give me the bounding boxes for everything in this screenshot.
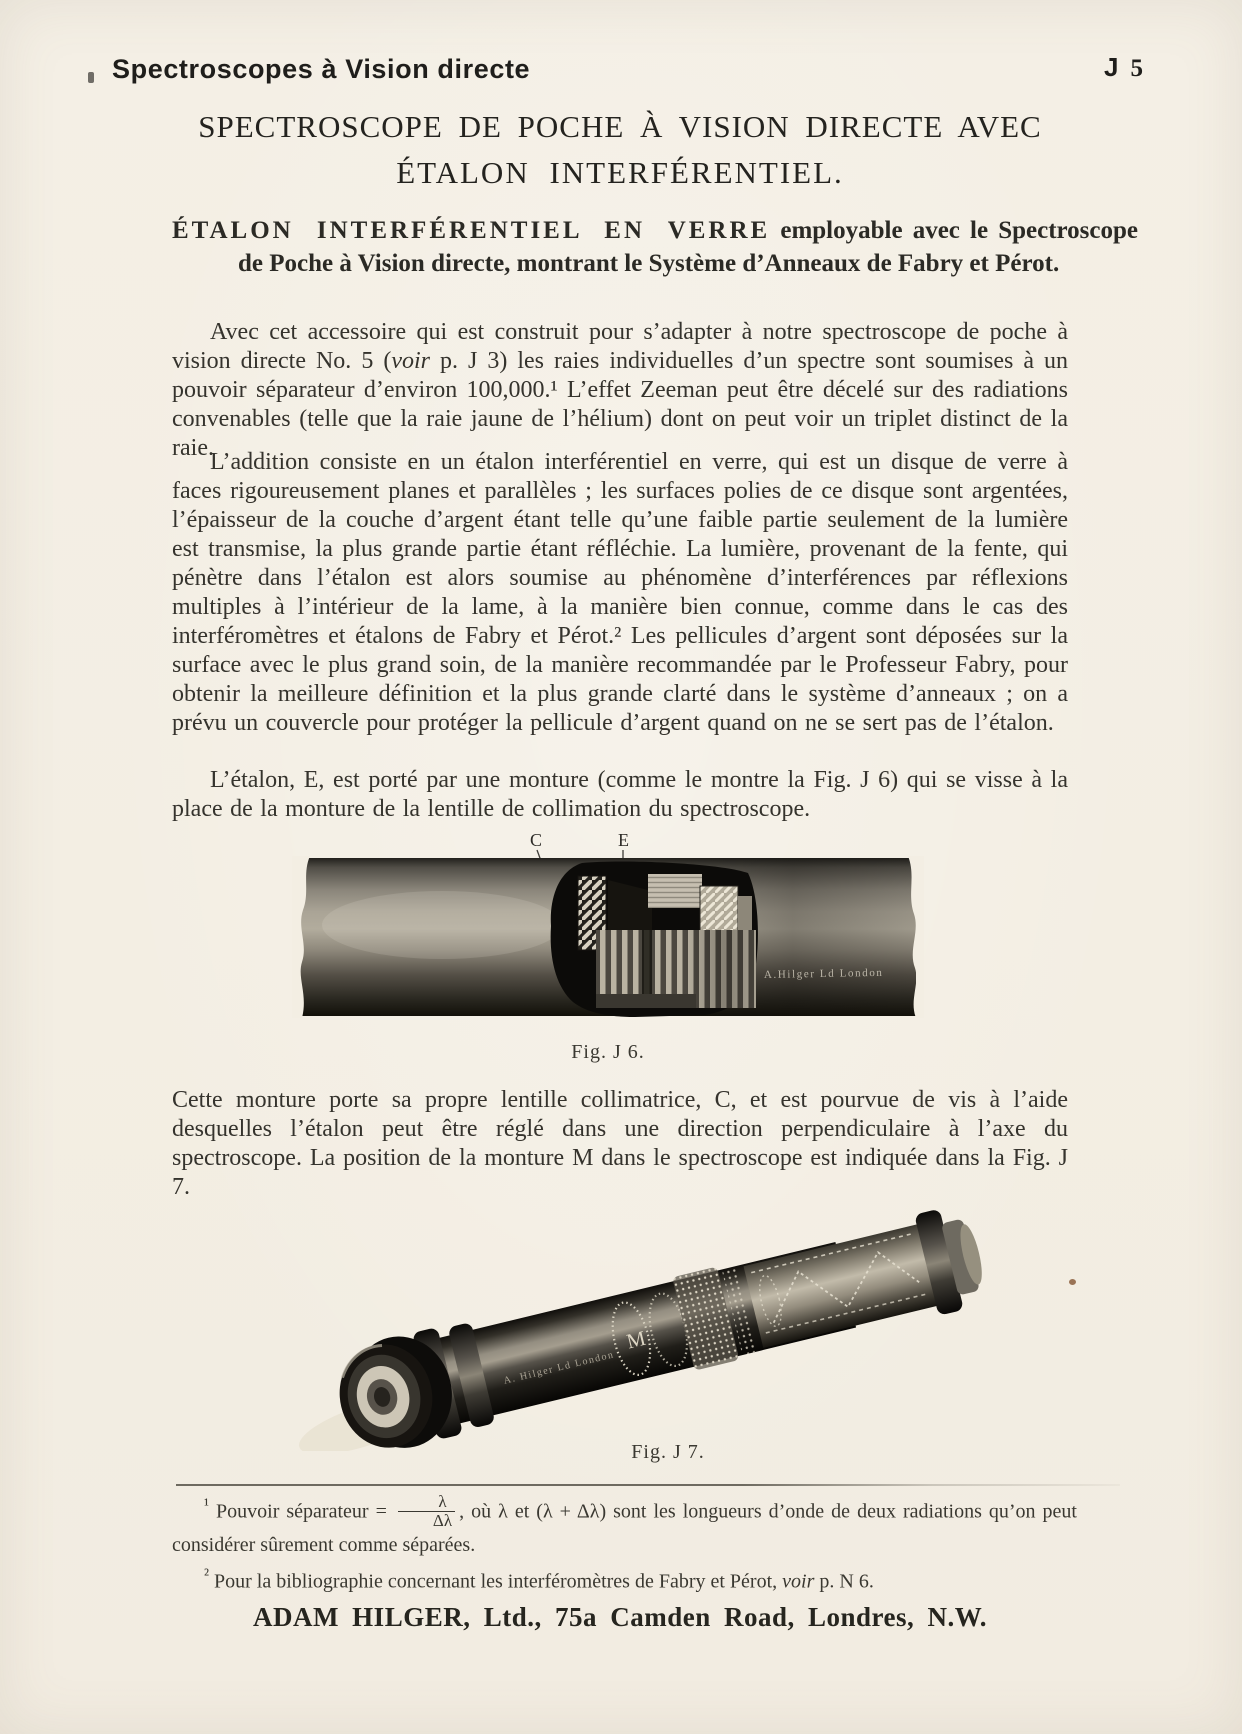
paragraph-1-voir-italic: voir — [391, 348, 430, 374]
figure-j6-engraving: A.Hilger Ld London — [763, 966, 884, 981]
figure-j6-cutaway-opening — [551, 861, 758, 1017]
footnote-2-text-after: p. N 6. — [814, 1570, 874, 1593]
figure-j6-label-c: C — [530, 830, 543, 850]
footnote-1 — [172, 1492, 1077, 1558]
figure-j7-spectroscope-illustration — [278, 1183, 1058, 1451]
figure-j6-label-e: E — [618, 830, 629, 850]
paragraph-3: L’étalon, E, est porté par une monture (comme le montre la Fig. J 6) qui se visse à la place de la monture de la lentille de collimation du spectroscope. — [172, 767, 1068, 822]
paragraph-1 — [172, 318, 1068, 463]
footnote-1-fraction — [398, 1493, 455, 1530]
footnote-2 — [172, 1562, 1077, 1595]
page-digit: 5 — [1130, 55, 1143, 82]
footnote-2-voir-italic: voir — [782, 1570, 815, 1593]
running-header: Spectroscopes à Vision directe — [112, 54, 531, 84]
figure-j6-threaded-barrel — [596, 930, 756, 1008]
page-section-letter: J — [1104, 52, 1119, 82]
footnote-2-marker: ² — [204, 1564, 209, 1584]
figure-j7-label-m: M — [624, 1325, 649, 1354]
footnote-2-text-before: Pour la bibliographie concernant les interféromètres de Fabry et Pérot, — [209, 1570, 783, 1593]
page-title — [172, 104, 1068, 196]
footnote-1-marker: ¹ — [204, 1495, 209, 1514]
subtitle-rest: employable avec le Spectroscope de Poche à Vision directe, montrant le Système d’Anneaux de Fabry et Pérot. — [238, 217, 1139, 277]
figure-j6-caption: Fig. J 6. — [571, 1041, 645, 1063]
paper-speck-left-margin — [88, 72, 94, 83]
figure-j7-engraving: A. Hilger Ld London — [502, 1349, 616, 1387]
title-line-1: SPECTROSCOPE DE POCHE À VISION DIRECTE AVEC — [198, 109, 1042, 144]
fraction-numerator: λ — [438, 1491, 447, 1511]
paragraph-1-text-b: p. J 3) les raies individuelles d’un spectre sont soumises à un pouvoir séparateur d’environ 100,000.¹ L’effet Zeeman peut être décelé sur des radiations convenables (telle que la raie jaune de l’hélium) dont on peut voir un triplet distinct de la raie. — [172, 348, 1068, 461]
paragraph-2: L’addition consiste en un étalon interférentiel en verre, qui est un disque de verre à faces rigoureusement planes et parallèles ; les surfaces polies de ce disque sont argentées, l’épaisseur de la couche d’argent étant telle qu’une faible partie seulement de la lumière est transmise, la plus grande partie étant réfléchie. La lumière, provenant de la fente, qui pénètre dans l’étalon est alors soumise au phénomène d’interférences par réflexions multiples à l’intérieur de la lame, à la manière bien connue, comme dans le cas des interféromètres et étalons de Fabry et Pérot.² Les pellicules d’argent sont déposées sur la surface avec le plus grand soin, de la manière recommandée par le Professeur Fabry, pour obtenir la meilleure définition et la plus grande clarté dans le système d’anneaux ; on a prévu un couvercle pour protéger la pellicule d’argent quand on ne se sert pas de l’étalon. — [172, 449, 1068, 736]
paragraph-1-text-a: Avec cet accessoire qui est construit pour s’adapter à notre spectroscope de poche à vision directe No. 5 ( — [172, 319, 1068, 374]
footnotes — [172, 1492, 1077, 1598]
footnote-1-text-after: , où λ et (λ + Δλ) sont les longueurs d’onde de deux radiations qu’on peut considérer sûrement comme séparées. — [172, 1500, 1077, 1556]
figure-j7-tube-group — [328, 1198, 992, 1451]
title-line-2: ÉTALON INTERFÉRENTIEL. — [396, 155, 844, 190]
subtitle — [172, 214, 1138, 280]
figure-j6-cutaway-illustration — [292, 830, 924, 1022]
figure-j7-caption: Fig. J 7. — [631, 1441, 705, 1463]
paragraph-4: Cette monture porte sa propre lentille collimatrice, C, et est pourvue de vis à l’aide desquelles l’étalon peut être réglé dans une direction perpendiculaire à l’axe du spectroscope. La position de la monture M dans le spectroscope est indiquée dans la Fig. J 7. — [172, 1087, 1068, 1200]
subtitle-caps: ÉTALON INTERFÉRENTIEL EN VERRE — [172, 217, 771, 244]
paper-speck-right — [1069, 1279, 1076, 1285]
footnote-separator-rule — [176, 1484, 1120, 1486]
page-number — [1104, 52, 1143, 83]
figure-j6-etalon-e — [700, 886, 738, 932]
publisher-footer: ADAM HILGER, Ltd., 75a Camden Road, Londres, N.W. — [252, 1602, 988, 1632]
fraction-denominator: Δλ — [398, 1511, 455, 1530]
footnote-1-text-before: Pouvoir séparateur = — [209, 1500, 394, 1523]
figure-j6-top-block — [648, 874, 702, 908]
